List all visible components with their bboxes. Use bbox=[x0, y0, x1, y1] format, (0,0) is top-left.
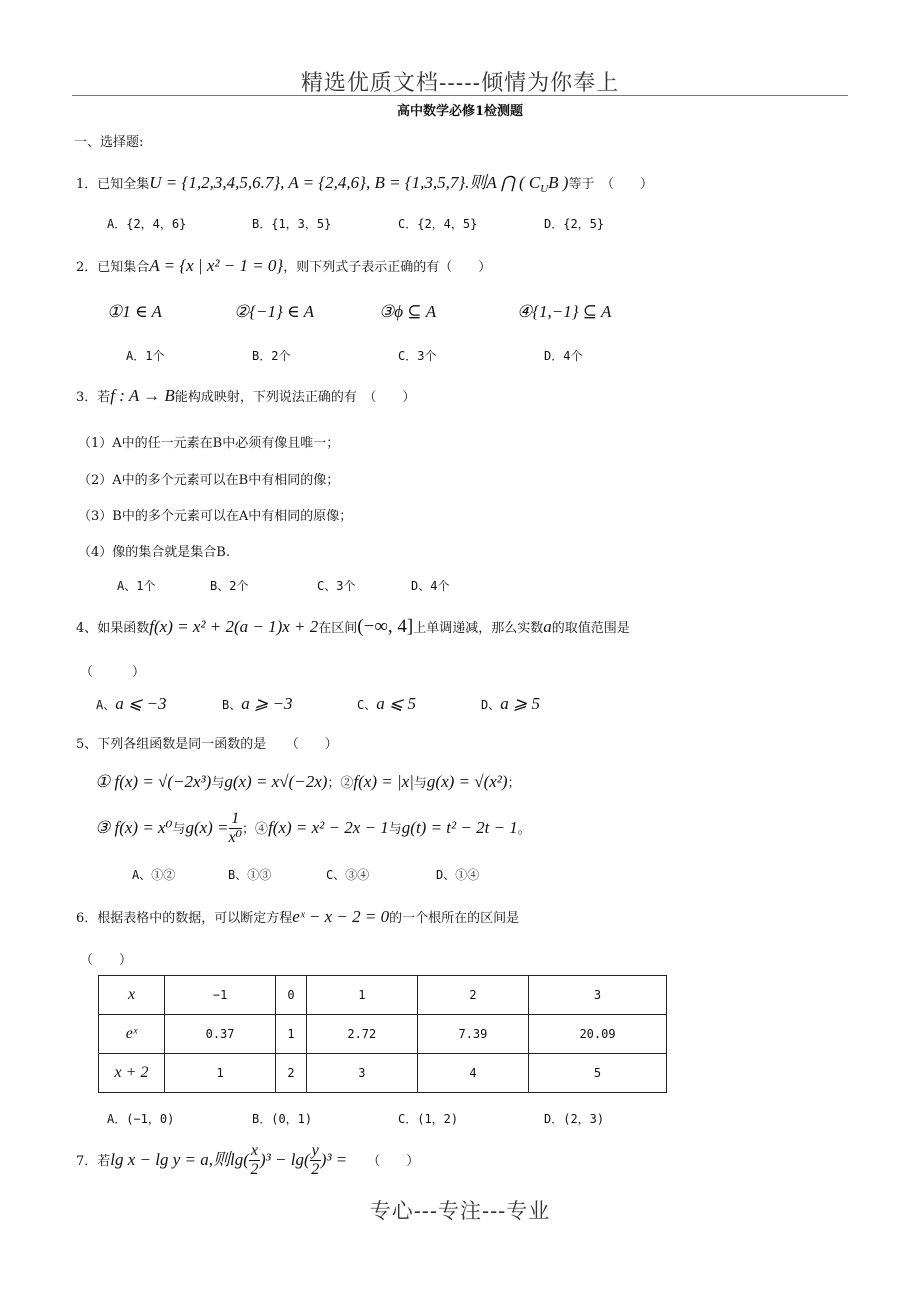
q2-option-a[interactable]: A．1个 bbox=[126, 349, 165, 363]
q6-math: eˣ − x − 2 = 0 bbox=[292, 907, 390, 926]
q2-tail: ，则下列式子表示正确的有（ ） bbox=[283, 260, 492, 275]
q2-item-4: ④{1,−1} ⊆ A bbox=[517, 302, 612, 321]
q5-l2-sep: ；④ bbox=[242, 822, 269, 837]
question-5: 5、下列各组函数是同一函数的是 （ ） bbox=[76, 737, 338, 752]
q3-statement-3: （3）B中的多个元素可以在A中有相同的原像； bbox=[78, 509, 353, 524]
q6-option-a[interactable]: A．(−1，0) bbox=[107, 1112, 175, 1126]
q6-paren: （ ） bbox=[80, 953, 133, 968]
q3-math: f : A → B bbox=[110, 386, 175, 405]
q5-l2-p4: g(t) = t² − 2t − 1 bbox=[401, 818, 518, 837]
q5-l2-w1: 与 bbox=[172, 822, 186, 837]
table-head-cell: eˣ bbox=[99, 1015, 165, 1054]
table-cell: 20.09 bbox=[529, 1015, 667, 1054]
table-cell: 3 bbox=[306, 1054, 417, 1093]
table-cell: 0.37 bbox=[165, 1015, 276, 1054]
question-7 bbox=[76, 1142, 419, 1179]
q4-option-b[interactable] bbox=[222, 694, 292, 714]
q3-statement-1: （1）A中的任一元素在B中必须有像且唯一； bbox=[78, 436, 340, 451]
q4-option-a[interactable] bbox=[96, 694, 166, 714]
table-cell: 0 bbox=[276, 976, 307, 1015]
q7-frac-y-num: y bbox=[311, 1142, 319, 1159]
q7-frac-y bbox=[310, 1142, 321, 1179]
q4-option-b-label: B、 bbox=[222, 698, 242, 712]
q1-option-b[interactable]: B．{1，3，5} bbox=[252, 217, 332, 231]
q1-option-d[interactable]: D．{2，5} bbox=[544, 217, 605, 231]
q5-l1-w1: 与 bbox=[211, 776, 225, 791]
table-row bbox=[99, 1015, 667, 1054]
table-cell: 3 bbox=[529, 976, 667, 1015]
q4-option-d-expr: a ⩾ 5 bbox=[500, 694, 540, 713]
table-head-cell: x + 2 bbox=[99, 1054, 165, 1093]
q7-math2: )³ − lg( bbox=[260, 1150, 310, 1169]
q3-statement-2: （2）A中的多个元素可以在B中有相同的像； bbox=[78, 473, 340, 488]
q4-option-b-expr: a ⩾ −3 bbox=[241, 694, 293, 713]
q5-l1-p1: ① f(x) = √(−2x³) bbox=[95, 772, 212, 791]
q1-math: U = {1,2,3,4,5,6.7}, A = {2,4,6}, B = {1,3,5,7}.则A ⋂ ( C bbox=[149, 173, 541, 192]
q7-math3: )³ = bbox=[320, 1150, 348, 1169]
question-4 bbox=[76, 616, 630, 638]
question-6 bbox=[76, 907, 519, 927]
q3-option-a[interactable]: A、1个 bbox=[117, 579, 156, 593]
table-cell: 1 bbox=[276, 1015, 307, 1054]
q4-var: a bbox=[543, 617, 552, 636]
q5-option-a[interactable]: A、①② bbox=[132, 868, 176, 882]
q5-l2-end: 。 bbox=[517, 822, 531, 837]
q7-number: 7．若 bbox=[76, 1154, 111, 1169]
q2-item-1: ①1 ∈ A bbox=[107, 302, 162, 321]
q4-option-c-label: C、 bbox=[357, 698, 377, 712]
q6-number: 6．根据表格中的数据，可以断定方程 bbox=[76, 911, 293, 926]
q4-interval: (−∞, 4] bbox=[357, 616, 414, 637]
q4-option-c-expr: a ⩽ 5 bbox=[376, 694, 416, 713]
q2-option-c[interactable]: C．3个 bbox=[398, 349, 437, 363]
table-cell: 7.39 bbox=[417, 1015, 528, 1054]
q5-l2-frac-den: x⁰ bbox=[228, 829, 243, 846]
q4-paren: （ ） bbox=[80, 665, 146, 680]
q5-l2-w2: 与 bbox=[388, 822, 402, 837]
q7-paren: （ ） bbox=[367, 1154, 420, 1169]
q5-l1-p4: g(x) = √(x²) bbox=[426, 772, 508, 791]
q4-mid: 在区间 bbox=[318, 621, 358, 636]
q2-number: 2．已知集合 bbox=[76, 260, 150, 275]
q5-l2-frac-num: 1 bbox=[229, 810, 243, 829]
page-header: 精选优质文档-----倾情为你奉上 bbox=[300, 71, 620, 96]
q6-tail: 的一个根所在的区间是 bbox=[389, 911, 520, 926]
q3-tail: 能构成映射，下列说法正确的有 （ ） bbox=[174, 390, 416, 405]
q3-option-b[interactable]: B、2个 bbox=[210, 579, 249, 593]
q7-frac-y-den: 2 bbox=[311, 1161, 320, 1178]
q1-option-c[interactable]: C．{2，4，5} bbox=[398, 217, 478, 231]
q4-option-a-expr: a ⩽ −3 bbox=[115, 694, 167, 713]
question-2 bbox=[76, 256, 491, 276]
table-cell: 2 bbox=[417, 976, 528, 1015]
q5-l1-p3: f(x) = |x| bbox=[353, 772, 414, 791]
table-cell: 4 bbox=[417, 1054, 528, 1093]
question-3 bbox=[76, 386, 415, 406]
table-head-cell: x bbox=[99, 976, 165, 1015]
q1-number: 1．已知全集 bbox=[76, 177, 150, 192]
q7-frac-x-den: 2 bbox=[250, 1161, 259, 1178]
q5-l2-fraction bbox=[229, 810, 243, 847]
page-footer: 专心---专注---专业 bbox=[369, 1199, 551, 1223]
q5-l2-p2: g(x) = bbox=[185, 818, 229, 837]
q4-number: 4、如果函数 bbox=[76, 621, 150, 636]
q1-math2: B ) bbox=[548, 173, 569, 192]
q2-item-3: ③ϕ ⊆ A bbox=[379, 302, 437, 321]
table-cell: 5 bbox=[529, 1054, 667, 1093]
q7-frac-x bbox=[249, 1142, 260, 1179]
q5-l2-p1: ③ f(x) = x⁰ bbox=[95, 818, 173, 837]
q4-option-d[interactable] bbox=[481, 694, 540, 714]
q5-l1-w2: 与 bbox=[413, 776, 427, 791]
q4-tail2: 的取值范围是 bbox=[551, 621, 630, 636]
q4-tail: 上单调递减，那么实数 bbox=[413, 621, 544, 636]
q2-option-d[interactable]: D．4个 bbox=[544, 349, 583, 363]
q2-math: A = {x | x² − 1 = 0} bbox=[149, 256, 284, 275]
q5-l1-p2: g(x) = x√(−2x) bbox=[224, 772, 328, 791]
q5-option-d[interactable]: D、①④ bbox=[436, 868, 480, 882]
q4-math: f(x) = x² + 2(a − 1)x + 2 bbox=[149, 617, 319, 636]
table-row bbox=[99, 1054, 667, 1093]
q3-number: 3．若 bbox=[76, 390, 111, 405]
header-divider bbox=[72, 95, 848, 96]
q5-line-1 bbox=[95, 772, 521, 792]
q6-option-c[interactable]: C．(1，2) bbox=[398, 1112, 459, 1126]
q4-option-a-label: A、 bbox=[96, 698, 116, 712]
q7-math1: lg x − lg y = a,则lg( bbox=[110, 1150, 249, 1169]
q5-line-2 bbox=[95, 810, 531, 847]
q5-l2-p3: f(x) = x² − 2x − 1 bbox=[268, 818, 389, 837]
section-heading: 一、选择题: bbox=[74, 135, 144, 150]
q3-option-c[interactable]: C、3个 bbox=[317, 579, 356, 593]
q3-option-d[interactable]: D、4个 bbox=[411, 579, 450, 593]
table-cell: 1 bbox=[165, 1054, 276, 1093]
q4-option-d-label: D、 bbox=[481, 698, 501, 712]
q3-statement-4: （4）像的集合就是集合B. bbox=[78, 545, 230, 560]
q2-item-2: ②{−1} ∈ A bbox=[234, 302, 314, 321]
question-1 bbox=[76, 168, 653, 195]
q1-tail: 等于 （ ） bbox=[568, 177, 653, 192]
table-cell: 2 bbox=[276, 1054, 307, 1093]
table-row bbox=[99, 976, 667, 1015]
q1-subscript: U bbox=[540, 183, 549, 196]
q5-option-b[interactable]: B、①③ bbox=[228, 868, 272, 882]
q2-option-b[interactable]: B．2个 bbox=[252, 349, 291, 363]
q6-option-d[interactable]: D．(2，3) bbox=[544, 1112, 605, 1126]
q4-option-c[interactable] bbox=[357, 694, 416, 714]
data-table bbox=[98, 975, 667, 1093]
q5-l1-end: ； bbox=[507, 776, 521, 791]
table-cell: −1 bbox=[165, 976, 276, 1015]
table-cell: 2.72 bbox=[306, 1015, 417, 1054]
q1-option-a[interactable]: A．{2，4，6} bbox=[107, 217, 187, 231]
q5-l1-sep: ；② bbox=[327, 776, 354, 791]
page-title: 高中数学必修1检测题 bbox=[396, 104, 524, 119]
q5-option-c[interactable]: C、③④ bbox=[326, 868, 370, 882]
q6-option-b[interactable]: B．(0，1) bbox=[252, 1112, 313, 1126]
table-cell: 1 bbox=[306, 976, 417, 1015]
q7-frac-x-num: x bbox=[250, 1142, 259, 1159]
